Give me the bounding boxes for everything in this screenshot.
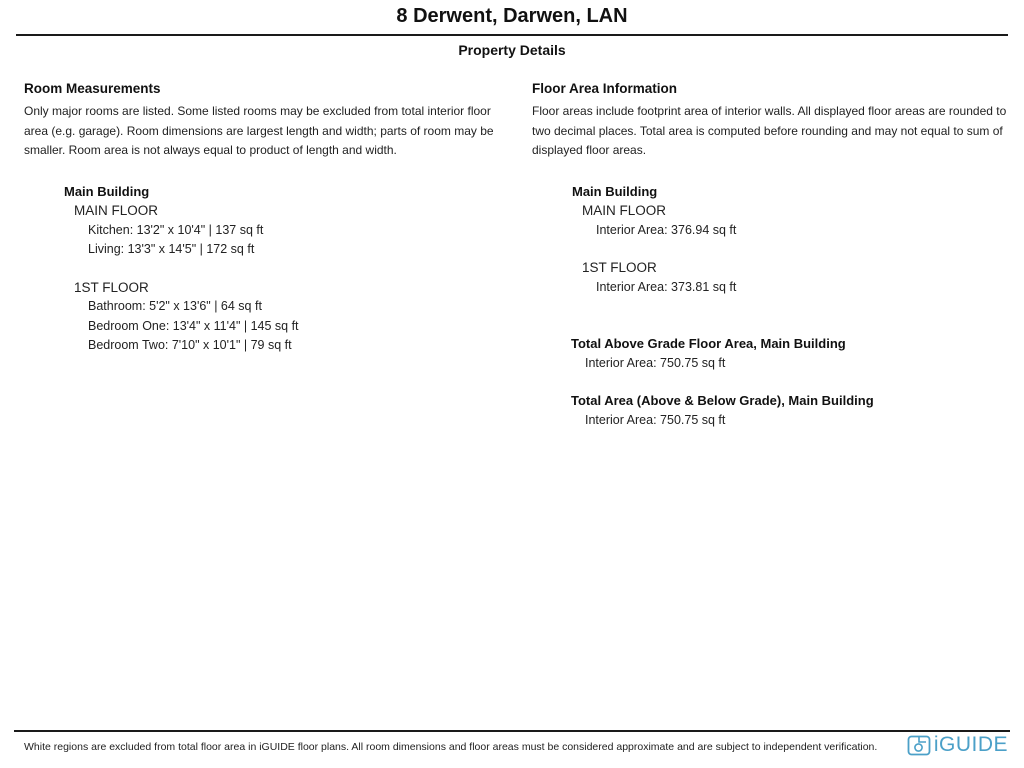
total-above-grade-block [571,334,1018,373]
iguide-logo [907,733,1008,757]
floor-area-group-main-floor [582,201,1018,240]
total-heading: Total Above Grade Floor Area, Main Building [571,336,846,351]
floor-name: MAIN FLOOR [582,203,667,218]
room-line: Kitchen: 13'2" x 10'4" | 137 sq ft [88,222,264,237]
floor-area-group-1st-floor [582,258,1018,297]
floor-area-note: Floor areas include footprint area of interior walls. All displayed floor areas are rounded to two decimal places. Total area is computed before rounding and may not equal to sum of displayed floor areas. [532,104,1007,157]
floor-name: 1ST FLOOR [74,279,149,295]
room-measurements-building-block [64,182,508,356]
floor-area-building-block [572,182,1018,298]
interior-area-line: Interior Area: 750.75 sq ft [585,355,726,370]
interior-area-line: Interior Area: 376.94 sq ft [596,222,737,237]
room-line: Bedroom Two: 7'10" x 10'1" | 79 sq ft [88,338,292,352]
building-title: Main Building [572,183,658,199]
page-subtitle: Property Details [458,42,566,58]
floor-area-section [532,81,1018,430]
footer-content [0,732,1024,757]
room-measurements-heading: Room Measurements [24,81,161,96]
page-footer [0,730,1024,768]
header-divider [16,34,1008,36]
iguide-logo-text: iGUIDE [933,733,1008,756]
page-title: 8 Derwent, Darwen, LAN [396,5,628,27]
building-title: Main Building [64,183,150,199]
floor-name: 1ST FLOOR [582,260,657,275]
room-line: Bedroom One: 13'4" x 11'4" | 145 sq ft [88,318,299,333]
total-heading: Total Area (Above & Below Grade), Main Building [571,393,874,408]
page-header [0,0,1024,58]
interior-area-line: Interior Area: 373.81 sq ft [596,279,737,294]
floor-group-1st-floor [74,278,508,356]
total-above-below-grade-block [571,391,1018,430]
iguide-camera-icon [907,734,931,756]
content-columns [0,81,1024,430]
footer-disclaimer: White regions are excluded from total floor area in iGUIDE floor plans. All room dimensions and floor areas must be considered approximate and are subject to independent verification. [24,741,878,753]
room-measurements-section [24,81,508,430]
floor-group-main-floor [74,201,508,260]
room-measurements-note: Only major rooms are listed. Some listed rooms may be excluded from total interior floor area (e.g. garage). Room dimensions are largest length and width; parts of room may be smaller. Room area is not always equal to product of length and width. [24,104,494,157]
interior-area-line: Interior Area: 750.75 sq ft [585,412,726,427]
room-line: Living: 13'3" x 14'5" | 172 sq ft [88,242,255,256]
room-line: Bathroom: 5'2" x 13'6" | 64 sq ft [88,299,262,313]
floor-area-heading: Floor Area Information [532,81,678,96]
floor-name: MAIN FLOOR [74,203,159,218]
